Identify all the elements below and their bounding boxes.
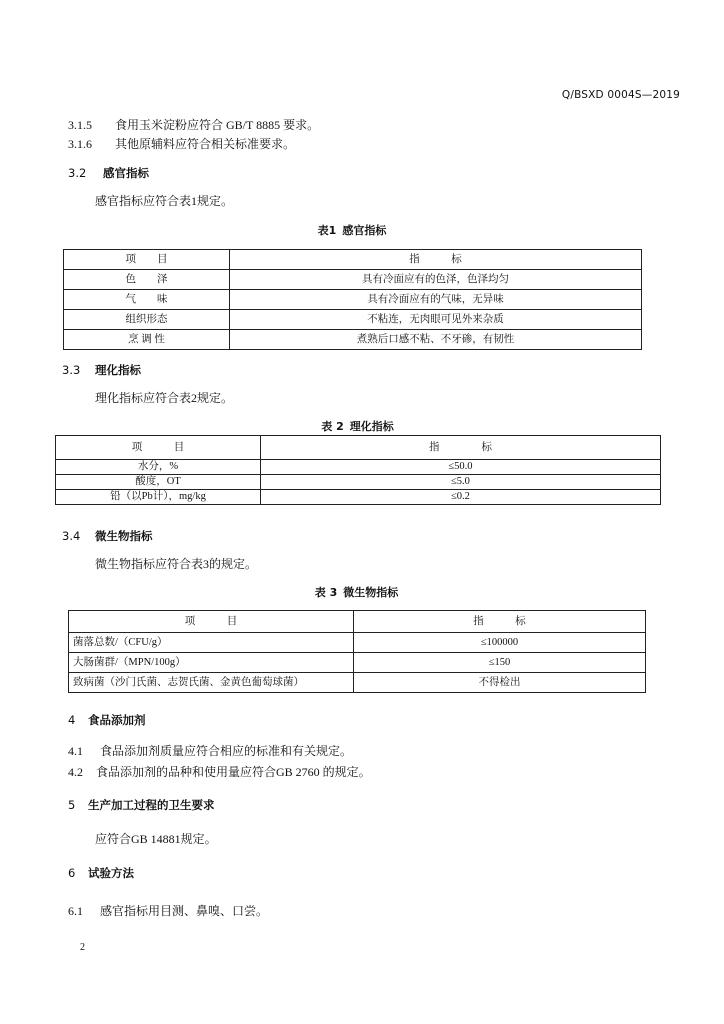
section-heading-3-2 [68, 165, 149, 181]
section-title: 微生物指标 [95, 529, 153, 543]
header-cell-item: 项 目 [69, 611, 354, 633]
table-row [64, 270, 642, 290]
section-heading-4 [68, 712, 146, 728]
indicator-cell: 具有冷面应有的气味，无异味 [230, 290, 642, 310]
indicator-cell: ≤150 [354, 653, 646, 673]
table1-sensory [63, 249, 642, 350]
table2-title: 理化指标 [349, 420, 394, 433]
table-header-row [64, 250, 642, 270]
section-title: 感官指标 [103, 166, 149, 180]
section-number: 6 [68, 866, 76, 880]
table-row [64, 330, 642, 350]
clause-3-1-5 [68, 117, 319, 133]
item-cell: 烹 调 性 [64, 330, 230, 350]
table-row [69, 673, 646, 693]
table3-microbiological [68, 610, 646, 693]
indicator-cell: ≤5.0 [261, 475, 661, 490]
item-cell: 酸度，OT [56, 475, 261, 490]
item-cell: 铅（以Pb计），mg/kg [56, 490, 261, 505]
indicator-cell: 具有冷面应有的色泽，色泽均匀 [230, 270, 642, 290]
indicator-cell: 不粘连，无肉眼可见外来杂质 [230, 310, 642, 330]
clause-number: 3.1.5 [68, 118, 92, 132]
header-cell-indicator: 指 标 [230, 250, 642, 270]
table-header-row [69, 611, 646, 633]
header-cell-item: 项 目 [56, 436, 261, 460]
table1-caption [63, 223, 641, 239]
table1-label: 表1 [317, 224, 337, 237]
item-cell: 组织形态 [64, 310, 230, 330]
table-header-row [56, 436, 661, 460]
table1-title: 感官指标 [342, 224, 387, 237]
table-row [69, 633, 646, 653]
table2-label: 表 2 [321, 420, 344, 433]
document-code: Q/BSXD 0004S—2019 [561, 89, 680, 101]
header-cell-item: 项 目 [64, 250, 230, 270]
section-number: 4 [68, 713, 76, 727]
page-number: 2 [80, 942, 85, 953]
table-row [56, 460, 661, 475]
indicator-cell: ≤50.0 [261, 460, 661, 475]
indicator-cell: ≤0.2 [261, 490, 661, 505]
section-number: 5 [68, 798, 76, 812]
clause-number: 4.1 [68, 744, 83, 758]
clause-6-1 [68, 903, 268, 919]
section-heading-5 [68, 797, 215, 813]
section-number: 3.4 [62, 529, 81, 543]
table-row [56, 475, 661, 490]
clause-3-1-6 [68, 136, 295, 152]
section-paragraph-3-3: 理化指标应符合表2规定。 [95, 391, 234, 405]
clause-text: 其他原辅料应符合相关标准要求。 [115, 137, 296, 151]
section-number: 3.3 [62, 363, 81, 377]
table3-label: 表 3 [314, 586, 338, 599]
indicator-cell: 不得检出 [354, 673, 646, 693]
section-paragraph-3-4: 微生物指标应符合表3的规定。 [95, 557, 258, 571]
item-cell: 大肠菌群/（MPN/100g） [69, 653, 354, 673]
section-title: 食品添加剂 [88, 713, 146, 727]
item-cell: 菌落总数/（CFU/g） [69, 633, 354, 653]
header-cell-indicator: 指 标 [261, 436, 661, 460]
item-cell: 色 泽 [64, 270, 230, 290]
section-title: 试验方法 [88, 866, 134, 880]
section-paragraph-3-2: 感官指标应符合表1规定。 [95, 194, 234, 208]
item-cell: 气 味 [64, 290, 230, 310]
table2-physicochemical [55, 435, 661, 505]
item-cell: 致病菌（沙门氏菌、志贺氏菌、金黄色葡萄球菌） [69, 673, 354, 693]
section-title: 生产加工过程的卫生要求 [88, 798, 215, 812]
table-row [69, 653, 646, 673]
table3-caption [68, 585, 645, 601]
indicator-cell: 煮熟后口感不粘、不牙碜，有韧性 [230, 330, 642, 350]
section-paragraph-5: 应符合GB 14881规定。 [95, 832, 217, 846]
clause-text: 食用玉米淀粉应符合 GB/T 8885 要求。 [115, 118, 320, 132]
clause-text: 食品添加剂的品种和使用量应符合GB 2760 的规定。 [96, 765, 371, 779]
clause-text: 食品添加剂质量应符合相应的标准和有关规定。 [100, 744, 353, 758]
clause-number: 6.1 [68, 904, 83, 918]
clause-4-1 [68, 743, 352, 759]
table3-title: 微生物指标 [343, 586, 399, 599]
table2-caption [55, 419, 660, 435]
table-row [56, 490, 661, 505]
header-cell-indicator: 指 标 [354, 611, 646, 633]
table-row [64, 290, 642, 310]
section-heading-3-4 [62, 528, 153, 544]
section-number: 3.2 [68, 166, 87, 180]
section-title: 理化指标 [95, 363, 141, 377]
indicator-cell: ≤100000 [354, 633, 646, 653]
clause-number: 4.2 [68, 765, 83, 779]
clause-4-2 [68, 764, 371, 780]
table-row [64, 310, 642, 330]
clause-number: 3.1.6 [68, 137, 92, 151]
clause-text: 感官指标用目测、鼻嗅、口尝。 [100, 904, 269, 918]
item-cell: 水分，% [56, 460, 261, 475]
section-heading-6 [68, 865, 134, 881]
section-heading-3-3 [62, 362, 141, 378]
